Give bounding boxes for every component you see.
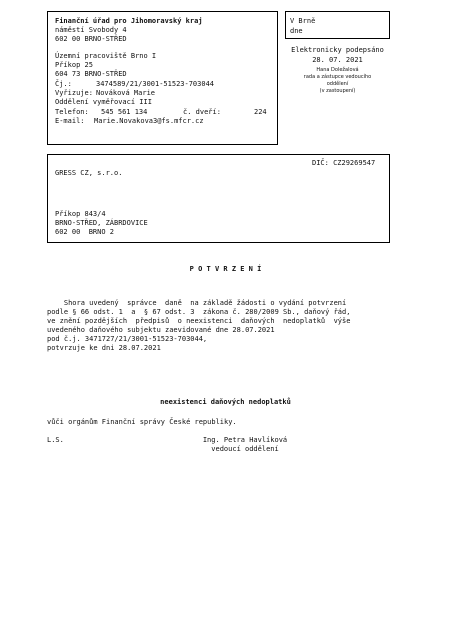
signer-dept: oddělení xyxy=(326,81,349,87)
office-city: 602 00 BRNO-STŘED xyxy=(55,35,127,43)
paragraph-line: uvedeného daňového subjektu zaevidované dne 28.07.2021 xyxy=(47,326,275,334)
email-label: E-mail: xyxy=(55,117,85,125)
department: Oddělení vyměřovací III xyxy=(55,98,152,106)
signed-date: 28. 07. 2021 xyxy=(312,56,363,64)
signer-role: rada a zástupce vedoucího xyxy=(303,74,372,80)
signed-label: Elektronicky podepsáno xyxy=(291,46,384,54)
statement: vůči orgánům Finanční správy České republiky. xyxy=(47,418,237,426)
recipient-name: GRESS CZ, s.r.o. xyxy=(55,169,123,177)
ls-mark: L.S. xyxy=(47,436,64,444)
paragraph-line: podle § 66 odst. 1 a § 67 odst. 3 zákona č. 280/2009 Sb., daňový řád, xyxy=(47,308,351,316)
paragraph-line: pod č.j. 3471727/21/3001-51523-703044, xyxy=(47,335,208,343)
phone-label: Telefon: xyxy=(55,108,89,116)
recipient-dic: DIČ: CZ29269547 xyxy=(312,159,376,167)
paragraph-line: ve znění pozdějších předpisů o neexistenci daňových nedoplatků výše xyxy=(47,317,351,325)
recipient-street: Příkop 843/4 xyxy=(55,210,106,218)
phone-value: 545 561 134 xyxy=(101,108,148,116)
place: V Brně xyxy=(290,17,316,25)
paragraph-line: potvrzuje ke dni 28.07.2021 xyxy=(47,344,161,352)
office-name: Finanční úřad pro Jihomoravský kraj xyxy=(55,17,203,25)
office-street: náměstí Svobody 4 xyxy=(55,26,127,34)
sign-role: vedoucí oddělení xyxy=(211,445,279,453)
branch-city: 604 73 BRNO-STŘED xyxy=(55,70,127,78)
date-label: dne xyxy=(290,27,303,35)
headline: neexistenci daňových nedoplatků xyxy=(160,398,291,406)
sign-name: Ing. Petra Havlíková xyxy=(202,436,288,444)
signer-name: Hana Doležalová xyxy=(316,67,359,73)
recipient-city: BRNO-STŘED, ZÁBRDOVICE xyxy=(55,219,148,227)
handled-label: Vyřizuje: xyxy=(55,89,93,97)
door-value: 224 xyxy=(254,108,267,116)
cj-label: Čj.: xyxy=(55,80,72,88)
document-title: P O T V R Z E N Í xyxy=(189,265,262,273)
handled-value: Nováková Marie xyxy=(96,89,156,97)
cj-value: 3474589/21/3001-51523-703044 xyxy=(96,80,215,88)
door-label: č. dveří: xyxy=(183,108,221,116)
paragraph-line: Shora uvedený správce daně na základě žádosti o vydání potvrzení xyxy=(47,299,347,307)
email-value: Marie.Novakova3@fs.mfcr.cz xyxy=(94,117,204,125)
signer-note: (v zastoupení) xyxy=(319,88,356,94)
recipient-zip: 602 00 BRNO 2 xyxy=(55,228,115,236)
branch-street: Příkop 25 xyxy=(55,61,93,69)
branch-name: Územní pracoviště Brno I xyxy=(55,52,157,60)
